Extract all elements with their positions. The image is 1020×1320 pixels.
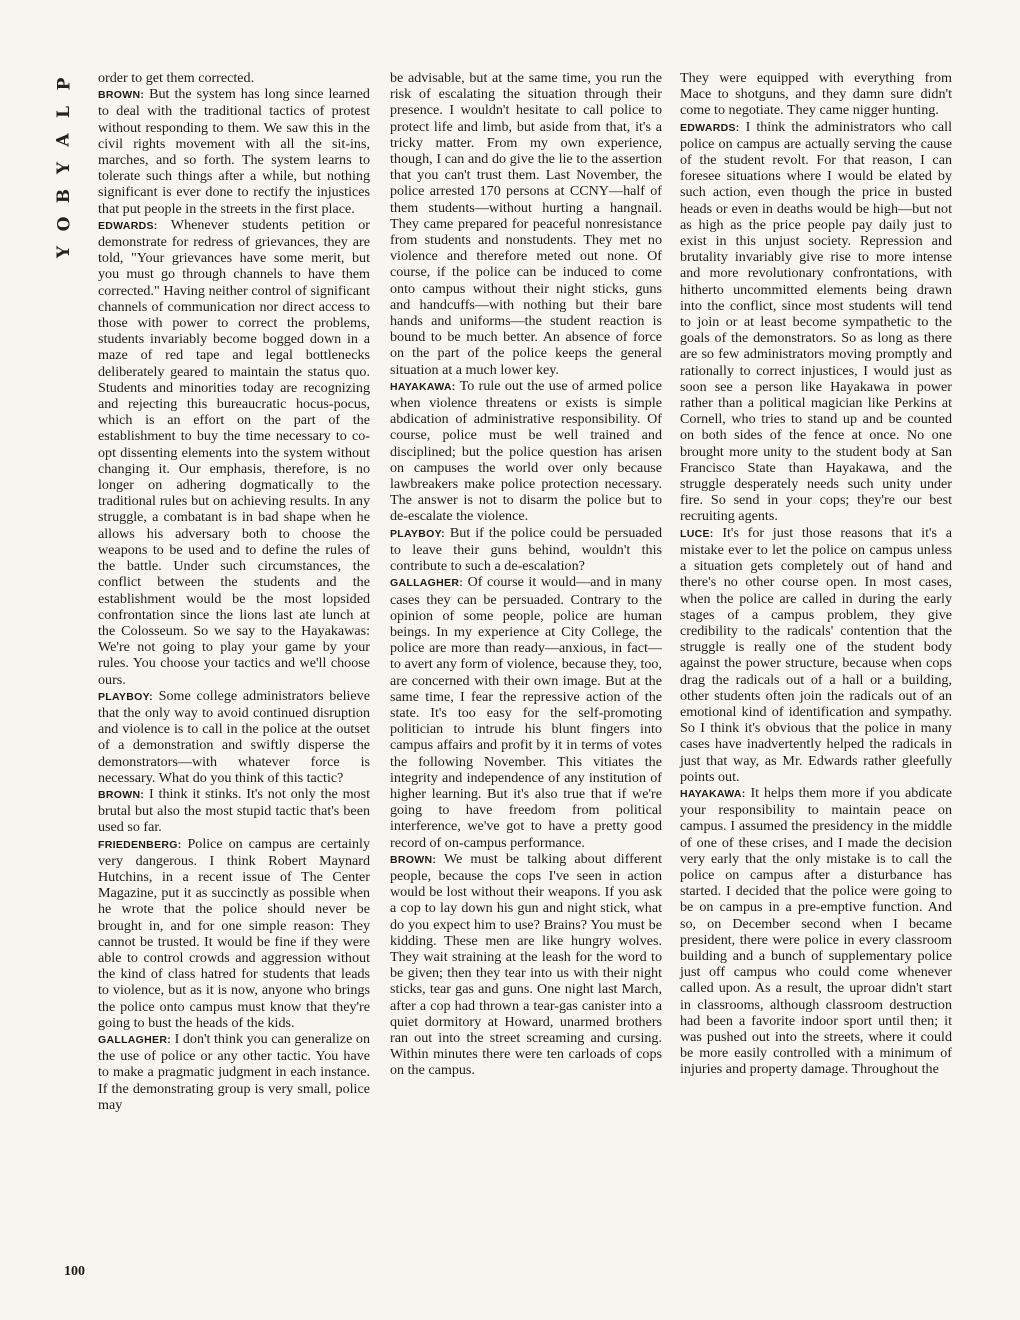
masthead-logo: [44, 70, 84, 266]
interview-paragraph: [98, 86, 370, 217]
paragraph-text: To rule out the use of armed police when violence threatens or exists is simple abdication of administrative responsibility. Of course, police must be well trained and disciplined; but the police question has arisen on campuses the world over only because lawbreakers make police protection necessary. The answer is not to disarm the police but to de-escalate the violence.: [390, 377, 662, 525]
interview-paragraph: [98, 836, 370, 1031]
paragraph-text: Of course it would—and in many cases they can be persuaded. Contrary to the opinion of some people, police are human beings. In my experience at City College, the police are more than ready—anxious, in fact—to avert any form of violence, because they, too, are concerned with their own image. But at the same time, I fear the repressive action of the state. It's too easy for the self-promoting politician to intrude his blunt fingers into campus affairs and profit by it in terms of votes the following November. This vitiates the integrity and independence of any institution of higher learning. But it's also true that if we're going to have freedom from political interference, we've got to have a pretty good record of on-campus performance.: [390, 574, 662, 851]
speaker-name: FRIEDENBERG:: [98, 838, 182, 851]
text-column-3: [680, 70, 952, 1078]
paragraph-text: I think it stinks. It's not only the most brutal but also the most stupid tactic that's been used so far.: [98, 785, 370, 836]
paragraph-text: It helps them more if you abdicate your responsibility to maintain peace on campus. I assumed the presidency in the middle of one of these crises, and I made the decision very early that the only mistake is to call the police on campus after a disturbance has started. I decided that the police were going to be on campus in a pre-emptive function. And so, on December second when I became president, there were police in every classroom building and a bunch of supplementary police just off campus who could come whenever called upon. As a result, the uproar didn't start in classrooms, although classroom destruction had been a favorite indoor sport until then; it was pushed out into the streets, where it could be more easily controlled with a minimum of injuries and property damage. Throughout the: [680, 784, 952, 1078]
speaker-name: EDWARDS:: [98, 219, 158, 232]
paragraph-text: Whenever students petition or demonstrate for redress of grievances, they are told, "Your grievances have some merit, but you must go through channels to have them corrected." Having neither control of significant channels of communication nor direct access to those with power to correct the problems, students invariably become bogged down in a maze of red tape and legal bottlenecks deliberately geared to maintain the status quo. Students and minorities today are recognizing and rejecting this bureaucratic hocus-pocus, which is an effort on the part of the establishment to buy the time necessary to co-opt dissenting elements into the system without changing it. Our emphasis, therefore, is no longer on adhering dogmatically to the traditional rules but on achieving results. In any struggle, a combatant is in bad shape when he allows his adversary both to choose the weapons to be used and to define the rules of the battle. Under such circumstances, the conflict between the students and the establishment would be the most lopsided confrontation since the lions last ate lunch at the Colosseum. So we say to the Hayakawas: We're not going to play your game by your rules. You choose your tactics and we'll choose ours.: [98, 216, 370, 688]
interview-paragraph: [680, 119, 952, 525]
paragraph-text: They were equipped with everything from Mace to shotguns, and they damn sure didn't come to negotiate. They came nigger hunting.: [680, 70, 952, 119]
masthead-letter: P: [53, 77, 74, 91]
paragraph-text: be advisable, but at the same time, you run the risk of escalating the situation through their presence. I wouldn't hesitate to call police to protect life and limb, but aside from that, it's a tricky matter. From my own experience, though, I can and do give the lie to the assertion that you can't trust them. Last November, the police arrested 170 persons at CCNY—half of them students—without hurting a hangnail. They came prepared for peaceful nonresistance from students and nonstudents. They met no violence and therefore meted out none. Of course, if the police can be induced to come onto campus without their night sticks, guns and handcuffs—with nothing but their bare hands and uniforms—the student reaction is bound to be much better. An absence of force on the part of the police keeps the general situation at a much lower key.: [390, 70, 662, 378]
paragraph-text: order to get them corrected.: [98, 70, 255, 86]
speaker-name: HAYAKAWA:: [390, 380, 456, 393]
speaker-name: BROWN:: [98, 89, 145, 102]
speaker-name: BROWN:: [98, 788, 145, 801]
text-column-1: [98, 70, 370, 1113]
interview-paragraph: [680, 525, 952, 785]
speaker-name: PLAYBOY:: [98, 690, 153, 703]
paragraph-text: But the system has long since learned to deal with the traditional tactics of protest without responding to them. We saw this in the civil rights movement with all the sit-ins, marches, and so forth. The system learns to tolerate such things after a while, but nothing significant is ever done to rectify the injustices that put people in the streets in the first place.: [98, 86, 370, 217]
paragraph-text: I don't think you can generalize on the use of police or any other tactic. You have to make a pragmatic judgment in each instance. If the demonstrating group is very small, police may: [98, 1030, 370, 1113]
masthead-letter: Y: [53, 161, 74, 175]
paragraph-text: Police on campus are certainly very dangerous. I think Robert Maynard Hutchins, in a recent issue of The Center Magazine, put it as succinctly as possible when he wrote that the police should never be brought in, and for one simple reason: They cannot be trusted. It would be fine if they were able to control crowds and aggression without the kind of class hatred for students that leads to violence, but as it is now, anyone who brings the police onto campus must know that they're going to bust the heads of the kids.: [98, 835, 370, 1031]
masthead-letter: A: [53, 133, 74, 147]
speaker-name: LUCE:: [680, 527, 714, 540]
masthead-letter: Y: [53, 245, 74, 259]
interview-paragraph: [390, 378, 662, 525]
speaker-name: GALLAGHER:: [98, 1033, 171, 1046]
interview-paragraph: [98, 217, 370, 688]
masthead-letter: B: [54, 188, 74, 204]
masthead-letter: O: [54, 216, 74, 232]
interview-paragraph: [98, 786, 370, 836]
interview-paragraph: [390, 525, 662, 575]
interview-paragraph: [390, 574, 662, 850]
speaker-name: EDWARDS:: [680, 121, 740, 134]
interview-paragraph: [98, 688, 370, 786]
paragraph-text: I think the administrators who call police on campus are actually serving the cause of the student revolt. For that reason, I can foresee situations where I would be elated by such action, even though the price in busted heads or even in deaths would be high—but not as high as the price people pay daily just to exist in this unjust society. Repression and brutality invariably give rise to more intense and more revolutionary confrontations, with hitherto uncommitted elements being drawn into the conflict, since most students will tend to join or at least become sympathetic to the goals of the demonstrators. So as long as there are so few administrators moving promptly and rationally to correct injustices, I would just as soon see a person like Hayakawa in power rather than a political magician like Perkins at Cornell, who tries to stand up and be counted on both sides of the fence at once. No one brought more unity to the student body at San Francisco State than Hayakawa, and the struggle desperately needs such unity under fire. So send in your cops; they're our best recruiting agents.: [680, 118, 952, 525]
interview-paragraph: [98, 70, 370, 86]
paragraph-text: But if the police could be persuaded to leave their guns behind, wouldn't this contribute to such a de-escalation?: [390, 524, 663, 575]
masthead-letter: L: [53, 106, 74, 118]
text-column-2: [390, 70, 662, 1079]
interview-paragraph: [390, 851, 662, 1079]
speaker-name: HAYAKAWA:: [680, 787, 746, 800]
interview-paragraph: [680, 785, 952, 1078]
speaker-name: PLAYBOY:: [390, 527, 445, 540]
speaker-name: GALLAGHER:: [390, 577, 463, 590]
interview-paragraph: [390, 70, 662, 378]
interview-paragraph: [680, 70, 952, 119]
speaker-name: BROWN:: [390, 853, 437, 866]
paragraph-text: It's for just those reasons that it's a mistake ever to let the police on campus unless a situation gets completely out of hand and there's no other course open. In most cases, when the police are called in during the early stages of a campus problem, they give credibility to the radicals' contention that the struggle is really one of the student body against the power structure, because when cops drag the radicals out of a hall or a building, other students often join the radicals out of an emotional kind of identification and sympathy. So I think it's obvious that the police in many cases have inadvertently helped the radicals in just that way, as Mr. Edwards rather gleefully points out.: [680, 524, 952, 785]
interview-paragraph: [98, 1031, 370, 1113]
paragraph-text: Some college administrators believe that the only way to avoid continued disruption and violence is to call in the police at the outset of a demonstration and swiftly disperse the demonstrators—with whatever force is necessary. What do you think of this tactic?: [98, 687, 370, 786]
page-number: 100: [64, 1264, 85, 1279]
paragraph-text: We must be talking about different people, because the cops I've seen in action would be lost without their weapons. If you ask a cop to lay down his gun and night stick, what do you expect him to use? Brains? You must be kidding. These men are like hungry wolves. They wait straining at the leash for the word to be given; then they tear into us with their night sticks, tear gas and guns. One night last March, after a cop had thrown a tear-gas canister into a quiet dormitory at Howard, unarmed brothers ran out into the street screaming and cursing. Within minutes there were ten carloads of cops on the campus.: [390, 850, 662, 1079]
